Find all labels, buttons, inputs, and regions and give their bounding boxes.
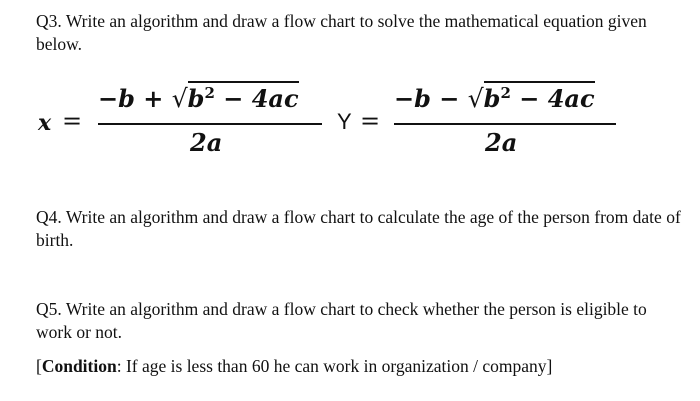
condition-text: : If age is less than 60 he can work in organization / company] (116, 356, 553, 376)
radicand-1 (188, 81, 299, 113)
condition-open-bracket: [ (36, 356, 42, 376)
numerator-1-prefix: −b + (98, 84, 172, 113)
radicand-2 (484, 81, 595, 113)
radicand-1-exp: 2 (204, 84, 215, 102)
equation-y-label: Y (337, 109, 352, 134)
sqrt-icon: √ (467, 84, 484, 113)
radicand-2-exp: 2 (500, 84, 511, 102)
condition-label: Condition (41, 356, 117, 376)
radicand-1-b: b (187, 84, 205, 113)
fraction-1-bar (98, 123, 322, 125)
fraction-2-numerator (394, 84, 595, 113)
sqrt-icon: √ (171, 84, 188, 113)
question-3-text: Q3. Write an algorithm and draw a flow chart to solve the mathematical equation given below. (36, 11, 647, 54)
fraction-1-numerator (98, 84, 299, 113)
radicand-2-rest: − 4ac (510, 84, 595, 113)
fraction-2-denominator: 2a (485, 128, 518, 157)
fraction-1-denominator: 2a (190, 128, 223, 157)
equation-x-equals: = (62, 107, 83, 135)
question-5-text: Q5. Write an algorithm and draw a flow chart to check whether the person is eligible to work or not. (36, 299, 647, 342)
numerator-2-prefix: −b − (394, 84, 468, 113)
question-4-text: Q4. Write an algorithm and draw a flow chart to calculate the age of the person from date of birth. (36, 207, 681, 250)
radicand-1-rest: − 4ac (214, 84, 299, 113)
radicand-2-b: b (483, 84, 501, 113)
equation-x-label: x (38, 110, 52, 136)
equation-y-equals: = (360, 107, 381, 135)
fraction-2-bar (394, 123, 616, 125)
condition-note (36, 356, 552, 377)
